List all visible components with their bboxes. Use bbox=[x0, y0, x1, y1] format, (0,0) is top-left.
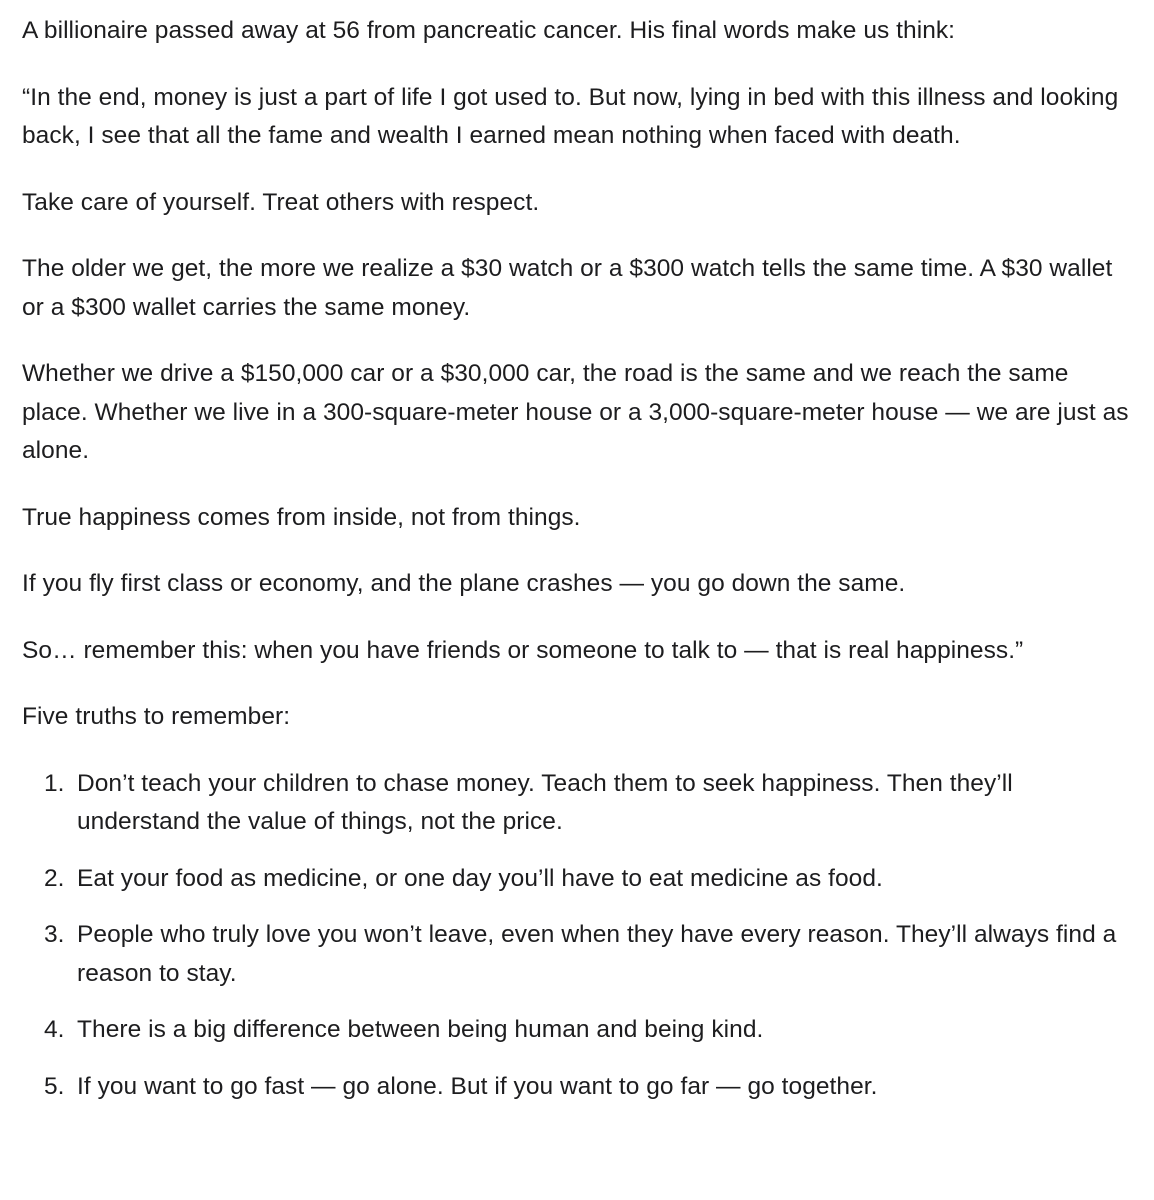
list-item-number: 2. bbox=[44, 864, 65, 892]
list-item bbox=[22, 1068, 1134, 1107]
list-item-number: 1. bbox=[44, 769, 65, 797]
quote-closing-paragraph: So… remember this: when you have friends or someone to talk to — that is real happiness.” bbox=[22, 636, 1024, 664]
list-item bbox=[22, 860, 1134, 899]
list-item-text: Eat your food as medicine, or one day you’ll have to eat medicine as food. bbox=[77, 864, 883, 892]
quote-paragraph-plane: If you fly first class or economy, and the plane crashes — you go down the same. bbox=[22, 570, 906, 597]
list-item bbox=[22, 765, 1134, 842]
truths-list bbox=[22, 765, 1134, 1107]
list-item-number: 3. bbox=[44, 921, 65, 948]
quote-paragraph-self-care: Take care of yourself. Treat others with respect. bbox=[22, 188, 540, 216]
list-item-text: People who truly love you won’t leave, even when they have every reason. They’ll always find a reason to stay. bbox=[77, 921, 1117, 987]
intro-paragraph: A billionaire passed away at 56 from pancreatic cancer. His final words make us think: bbox=[22, 17, 956, 44]
list-item-text: There is a big difference between being human and being kind. bbox=[77, 1016, 764, 1043]
quote-opening-paragraph: “In the end, money is just a part of life I got used to. But now, lying in bed with this illness and looking back, I see that all the fame and wealth I earned mean nothing when faced with death. bbox=[22, 83, 1119, 149]
list-item-text: If you want to go fast — go alone. But if you want to go far — go together. bbox=[77, 1072, 878, 1100]
list-item-number: 4. bbox=[44, 1016, 65, 1043]
quote-paragraph-car-house: Whether we drive a $150,000 car or a $30,000 car, the road is the same and we reach the same place. Whether we live in a 300-square-meter house or a 3,000-square-meter house — we are just as alone. bbox=[22, 360, 1129, 464]
list-item-text: Don’t teach your children to chase money. Teach them to seek happiness. Then they’ll understand the value of things, not the price. bbox=[77, 769, 1013, 835]
list-item bbox=[22, 916, 1134, 993]
truths-heading: Five truths to remember: bbox=[22, 703, 291, 730]
quote-paragraph-watch-wallet: The older we get, the more we realize a $30 watch or a $300 watch tells the same time. A $30 wallet or a $300 wallet carries the same money. bbox=[22, 255, 1113, 321]
quote-paragraph-true-happiness: True happiness comes from inside, not from things. bbox=[22, 503, 581, 531]
list-item-number: 5. bbox=[44, 1072, 65, 1100]
list-item bbox=[22, 1011, 1134, 1050]
